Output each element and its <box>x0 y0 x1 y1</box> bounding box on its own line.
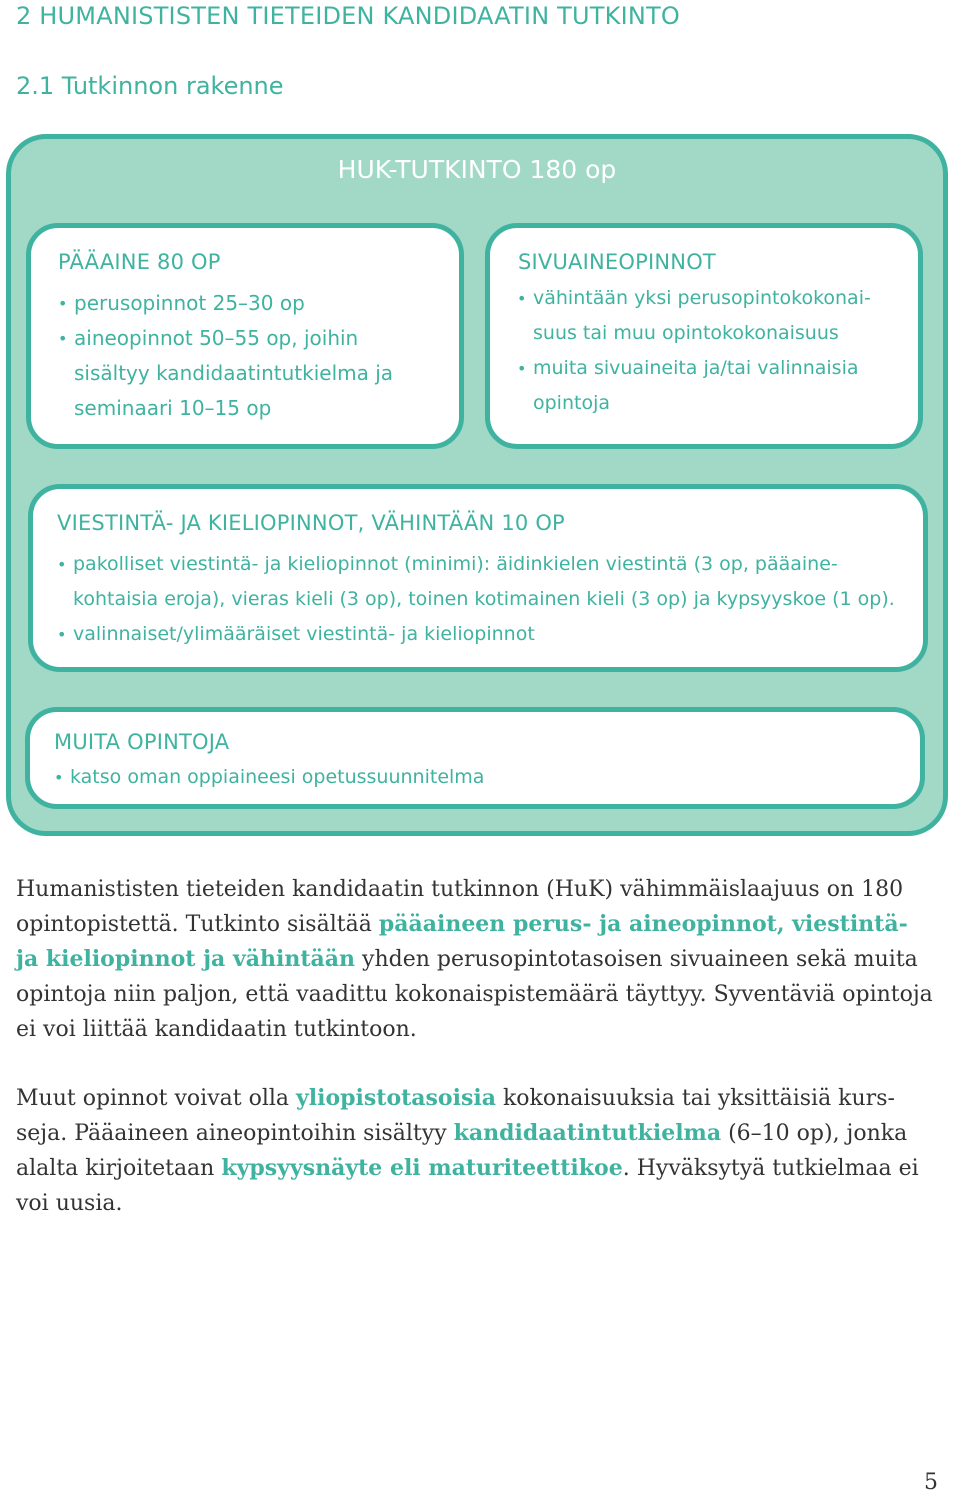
main-subject-box <box>26 223 464 449</box>
main-subject-list <box>58 286 438 426</box>
list-item: • pakolliset viestintä- ja kieliopinnot (minimi): äidinkielen viestintä (3 op, pääaine-kohtaisia eroja), vieras kieli (3 op), toinen kotimainen kieli (3 op) ja kypsyyskoe (1 op). <box>57 547 917 617</box>
text-run: (6–10 op), jonka alalta kirjoitetaan <box>16 1121 908 1181</box>
minor-subjects-heading: SIVUAINEOPINNOT <box>518 250 716 274</box>
text-run: Muut opinnot voivat olla <box>16 1086 296 1111</box>
language-studies-list <box>57 547 917 652</box>
text-run: . Hyväksytyä tutkielmaa ei voi uusia. <box>16 1156 919 1216</box>
main-subject-heading: PÄÄAINE 80 OP <box>58 250 221 274</box>
highlight-text: yliopistotasoisia <box>296 1085 496 1111</box>
list-item: • valinnaiset/ylimääräiset viestintä- ja kieliopinnot <box>57 617 917 652</box>
other-studies-heading: MUITA OPINTOJA <box>54 730 230 754</box>
chapter-title: 2 HUMANISTISTEN TIETEIDEN KANDIDAATIN TUTKINTO <box>16 2 680 30</box>
list-item: • perusopinnot 25–30 op <box>58 286 438 321</box>
paragraph-other-studies <box>16 1081 936 1221</box>
other-studies-box <box>25 707 925 809</box>
highlight-text: kypsyysnäyte eli maturiteettikoe <box>221 1155 623 1181</box>
highlight-text: kandidaatintutkielma <box>453 1120 722 1146</box>
degree-structure-diagram <box>6 134 948 836</box>
text-run: kokonaisuuksia tai yksittäisiä kurs-seja. Pääaineen aineopintoihin sisältyy <box>16 1086 895 1146</box>
list-item: • aineopinnot 50–55 op, joihin sisältyy kandidaatintutkielma ja seminaari 10–15 op <box>58 321 438 426</box>
highlight-text: pääaineen perus- ja aineopinnot, viestintä- ja kieliopinnot ja vähintään <box>16 911 908 972</box>
page-number: 5 <box>924 1470 938 1495</box>
minor-subjects-list <box>517 281 897 421</box>
list-item: • katso oman oppiaineesi opetussuunnitelma <box>54 760 914 795</box>
other-studies-list <box>54 760 914 795</box>
text-run: yhden perusopintotasoisen sivuaineen sekä muita opintoja niin paljon, että vaadittu kokonaispistemäärä täyttyy. Syventäviä opintoja ei voi liittää kandidaatin tutkintoon. <box>16 947 933 1042</box>
list-item: • vähintään yksi perusopintokokonai-suus tai muu opintokokonaisuus <box>517 281 897 351</box>
text-run: Humanististen tieteiden kandidaatin tutkinnon (HuK) vähimmäislaajuus on 180 opintopistettä. Tutkinto sisältää <box>16 877 904 937</box>
section-title: 2.1 Tutkinnon rakenne <box>16 72 284 100</box>
language-studies-box <box>28 484 928 672</box>
list-item: • muita sivuaineita ja/tai valinnaisia opintoja <box>517 351 897 421</box>
language-studies-heading: VIESTINTÄ- JA KIELIOPINNOT, VÄHINTÄÄN 10 OP <box>57 511 565 535</box>
minor-subjects-box <box>485 223 923 449</box>
paragraph-degree-scope <box>16 872 936 1047</box>
diagram-title: HUK-TUTKINTO 180 op <box>337 155 617 184</box>
